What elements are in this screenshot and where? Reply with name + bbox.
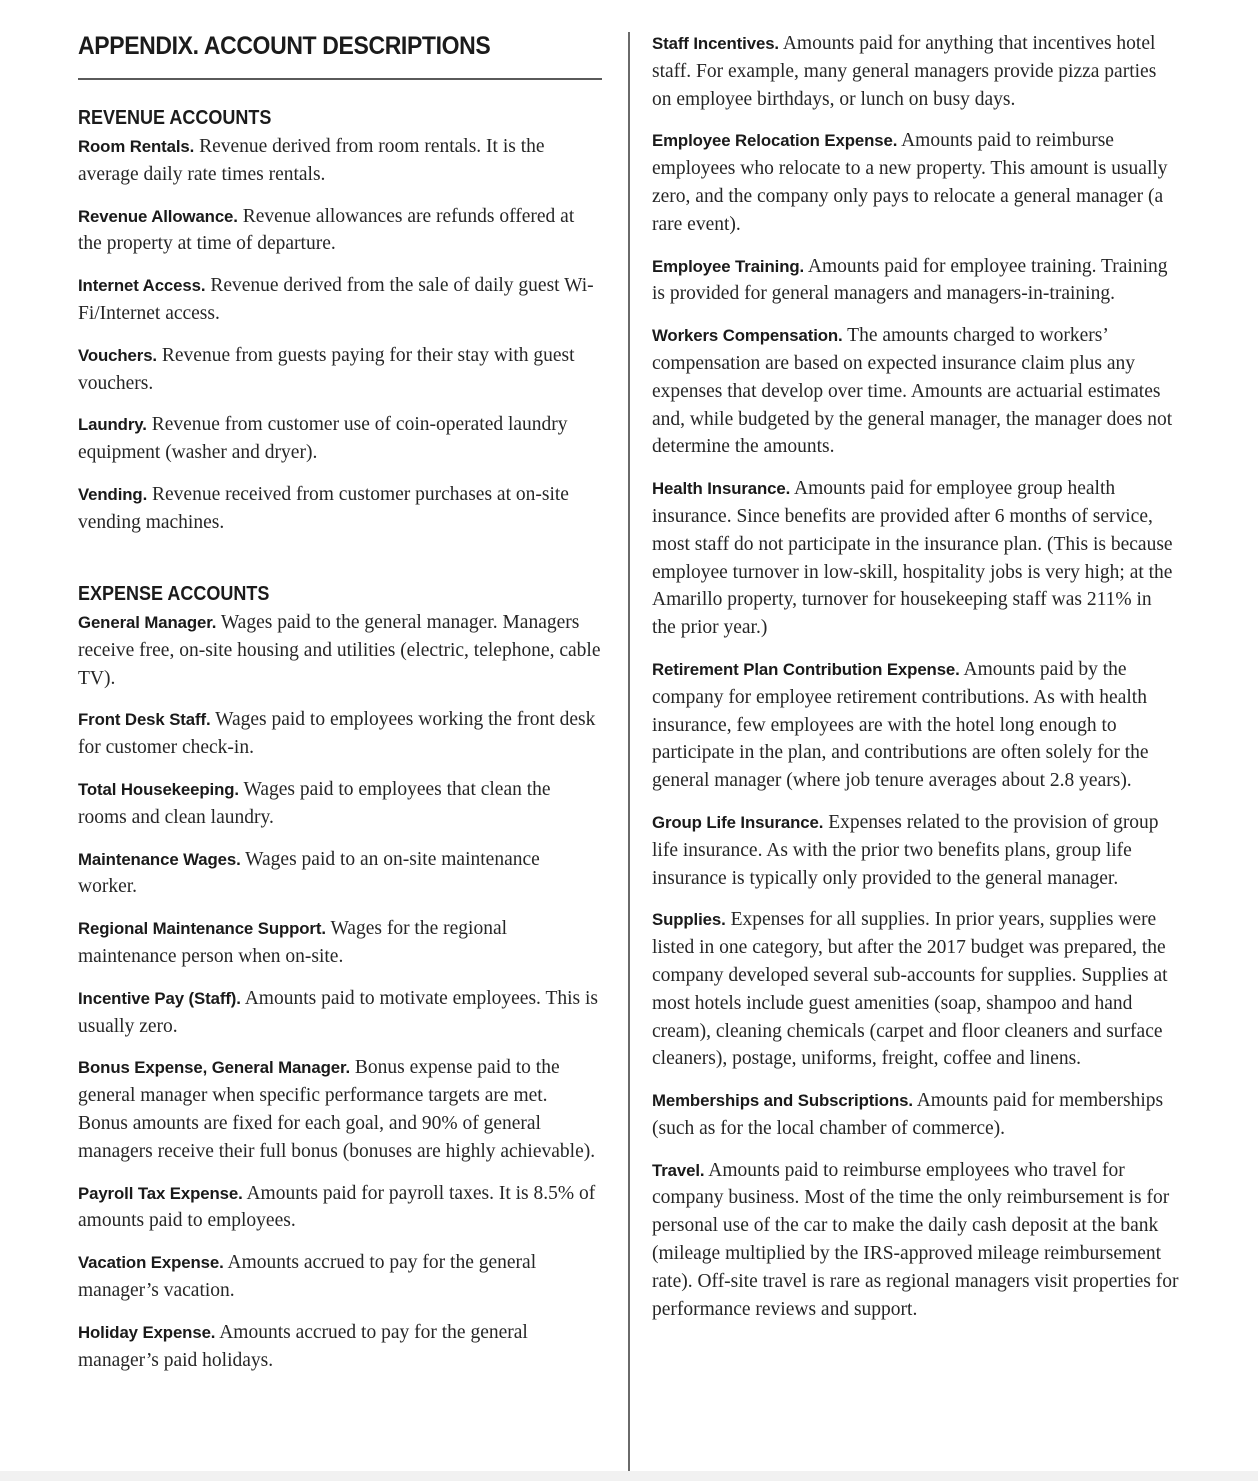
account-description: Amounts paid for memberships (such as for the local chamber of commerce). (652, 1090, 1164, 1139)
account-term: Vending. (78, 484, 148, 504)
account-term: Health Insurance. (652, 479, 791, 499)
account-entry-staff-incentives (652, 30, 1180, 113)
account-entry-internet-access (78, 272, 602, 328)
account-term: Vouchers. (78, 345, 157, 365)
account-entry-health-insurance (652, 475, 1180, 642)
account-description: Expenses for all supplies. In prior years, supplies were listed in one category, but after the 2017 budget was prepared, the company developed several sub-accounts for supplies. Supplies at most hotels include guest amenities (soap, shampoo and hand cream), cleaning chemicals (carpet and floor cleaners and surface cleaners), postage, uniforms, freight, coffee and linens. (652, 909, 1168, 1070)
account-entry-holiday-expense (78, 1319, 602, 1375)
account-term: Regional Maintenance Support. (78, 919, 326, 939)
expense-accounts-section (78, 581, 602, 1388)
account-description: Revenue from guests paying for their stay with guest vouchers. (78, 344, 575, 394)
account-entry-revenue-allowance (78, 203, 602, 259)
account-description: Wages for the regional maintenance person when on-site. (78, 918, 508, 967)
account-term: Payroll Tax Expense. (78, 1183, 243, 1203)
account-entry-front-desk-staff (78, 706, 602, 762)
account-term: Internet Access. (78, 276, 206, 296)
page-bottom-edge (0, 1471, 1258, 1481)
account-description: Amounts paid by the company for employee retirement contributions. As with health insurance, few employees are with the hotel long enough to participate in the plan, and contributions are often solely for the general manager (where job tenure averages about 2.8 years). (652, 658, 1149, 792)
account-description: Revenue derived from the sale of daily guest Wi-Fi/Internet access. (78, 275, 594, 324)
account-description: Bonus expense paid to the general manager when specific performance targets are met. Bonus amounts are fixed for each goal, and 90% of general managers receive their full bonus (bonuses are highly achievable). (78, 1057, 596, 1162)
account-entry-maintenance-wages (78, 846, 602, 902)
account-description: Amounts accrued to pay for the general manager’s vacation. (78, 1252, 537, 1301)
account-description: Revenue derived from room rentals. It is the average daily rate times rentals. (78, 136, 545, 185)
account-description: Wages paid to the general manager. Managers receive free, on-site housing and utilities (electric, telephone, cable TV). (78, 612, 601, 689)
account-term: Room Rentals. (78, 137, 195, 156)
title-divider (78, 78, 602, 80)
expense-accounts-heading: EXPENSE ACCOUNTS (78, 583, 270, 605)
account-term: Supplies. (652, 910, 726, 930)
account-term: Workers Compensation. (652, 326, 843, 346)
account-term: Memberships and Subscriptions. (652, 1091, 913, 1111)
account-term: Incentive Pay (Staff). (78, 988, 241, 1008)
account-term: Laundry. (78, 415, 147, 435)
account-term: Employee Training. (652, 256, 805, 276)
account-description: Revenue allowances are refunds offered at the property at time of departure. (78, 205, 575, 255)
account-term: Bonus Expense, General Manager. (78, 1058, 351, 1078)
account-description: Revenue from customer use of coin-operated laundry equipment (washer and dryer). (78, 414, 568, 464)
account-description: Amounts paid to reimburse employees who relocate to a new property. This amount is usually zero, and the company only pays to relocate a general manager (a rare event). (652, 130, 1168, 235)
account-term: Staff Incentives. (652, 34, 779, 53)
account-description: Amounts paid for employee group health insurance. Since benefits are provided after 6 months of service, most staff do not participate in the insurance plan. (This is because employee turnover in low-skill, hospitality jobs is very high; at the Amarillo property, turnover for housekeeping staff was 211% in the prior year.) (652, 478, 1173, 639)
account-term: Vacation Expense. (78, 1253, 224, 1273)
account-description: Amounts paid for anything that incentives hotel staff. For example, many general managers provide pizza parties on employee birthdays, or lunch on busy days. (652, 33, 1157, 110)
account-entry-memberships-and-subscriptions (652, 1087, 1180, 1143)
account-entry-travel (652, 1157, 1180, 1324)
account-term: Employee Relocation Expense. (652, 131, 898, 151)
account-entry-employee-relocation-expense (652, 127, 1180, 238)
account-term: Maintenance Wages. (78, 849, 241, 869)
account-entry-incentive-pay-staff (78, 985, 602, 1041)
account-entry-laundry (78, 411, 602, 467)
account-term: Front Desk Staff. (78, 710, 211, 730)
account-entry-total-housekeeping (78, 776, 602, 832)
account-term: Total Housekeeping. (78, 779, 239, 799)
account-entry-workers-compensation (652, 322, 1180, 461)
account-term: General Manager. (78, 613, 217, 632)
account-term: Revenue Allowance. (78, 206, 238, 226)
account-description: Amounts accrued to pay for the general manager’s paid holidays. (78, 1321, 528, 1371)
account-entry-payroll-tax-expense (78, 1180, 602, 1236)
account-term: Group Life Insurance. (652, 812, 824, 832)
account-entry-room-rentals (78, 133, 602, 189)
account-description: Amounts paid to motivate employees. This is usually zero. (78, 987, 599, 1037)
account-entry-general-manager (78, 609, 602, 692)
account-entry-group-life-insurance (652, 809, 1180, 892)
account-description: Wages paid to employees working the front desk for customer check-in. (78, 709, 596, 759)
account-entry-regional-maintenance-support (78, 915, 602, 971)
revenue-accounts-section (78, 105, 602, 551)
column-divider (628, 32, 630, 1476)
account-description: Expenses related to the provision of group life insurance. As with the prior two benefits plans, group life insurance is typically only provided to the general manager. (652, 811, 1159, 889)
account-entry-vouchers (78, 342, 602, 398)
account-description: Amounts paid to reimburse employees who travel for company business. Most of the time the only reimbursement is for personal use of the car to make the daily cash deposit at the bank (mileage multiplied by the IRS-approved mileage reimbursement rate). Off-site travel is rare as regional managers visit properties for performance reviews and support. (652, 1159, 1179, 1320)
account-term: Travel. (652, 1160, 705, 1180)
right-column (652, 30, 1180, 1337)
revenue-accounts-heading: REVENUE ACCOUNTS (78, 107, 272, 129)
account-entry-retirement-plan-contribution-expense (652, 656, 1180, 795)
account-description: Revenue received from customer purchases at on-site vending machines. (78, 483, 569, 533)
page-title: APPENDIX. ACCOUNT DESCRIPTIONS (78, 32, 491, 60)
account-entry-supplies (652, 906, 1180, 1073)
account-entry-bonus-expense-general-manager (78, 1054, 602, 1165)
account-description: Amounts paid for employee training. Training is provided for general managers and managers-in-training. (652, 255, 1168, 305)
account-term: Holiday Expense. (78, 1322, 216, 1342)
account-entry-vending (78, 481, 602, 537)
account-description: Amounts paid for payroll taxes. It is 8.5% of amounts paid to employees. (78, 1182, 596, 1232)
account-term: Retirement Plan Contribution Expense. (652, 659, 960, 679)
account-description: Wages paid to an on-site maintenance worker. (78, 848, 540, 898)
account-description: Wages paid to employees that clean the rooms and clean laundry. (78, 778, 551, 828)
account-entry-vacation-expense (78, 1249, 602, 1305)
account-entry-employee-training (652, 253, 1180, 309)
account-description: The amounts charged to workers’ compensation are based on expected insurance claim plus any expenses that develop over time. Amounts are actuarial estimates and, while budgeted by the general manager, the manager does not determine the amounts. (652, 325, 1173, 458)
